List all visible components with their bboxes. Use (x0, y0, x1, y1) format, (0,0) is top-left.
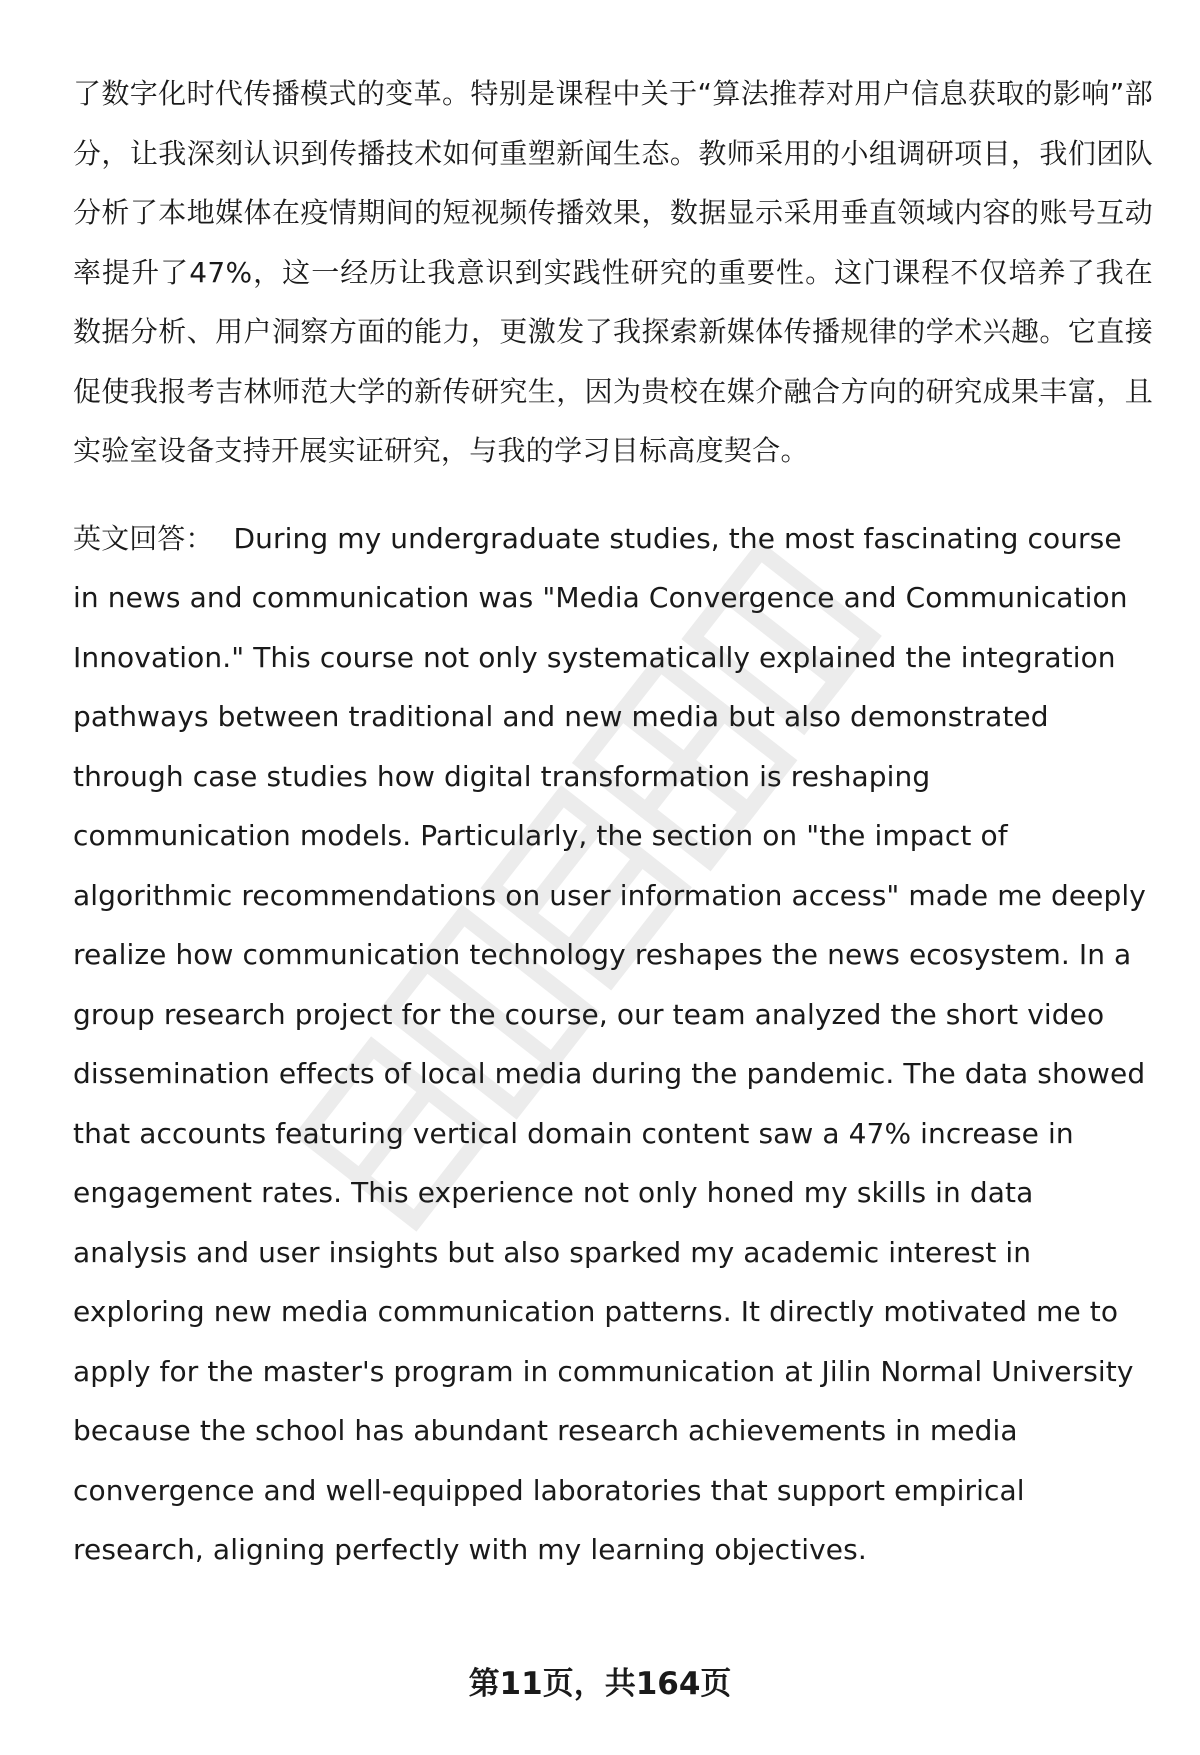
page-number-footer: 第11页，共164页 (468, 1666, 732, 1702)
english-answer-paragraph (73, 509, 1153, 1580)
english-answer-label: 英文回答： (73, 521, 214, 555)
chinese-answer-paragraph: 了数字化时代传播模式的变革。特别是课程中关于“算法推荐对用户信息获取的影响”部分，让我深刻认识到传播技术如何重塑新闻生态。教师采用的小组调研项目，我们团队分析了本地媒体在疫情期间的短视频传播效果，数据显示采用垂直领域内容的账号互动率提升了47%，这一经历让我意识到实践性研究的重要性。这门课程不仅培养了我在数据分析、用户洞察方面的能力，更激发了我探索新媒体传播规律的学术兴趣。它直接促使我报考吉林师范大学的新传研究生，因为贵校在媒介融合方向的研究成果丰富，且实验室设备支持开展实证研究，与我的学习目标高度契合。 (73, 77, 1153, 467)
english-answer-text: During my undergraduate studies, the most fascinating course in news and communication was "Media Convergence and Communication Innovation." This course not only systematically explained the integration pathways between traditional and new media but also demonstrated through case studies how digital transformation is reshaping communication models. Particularly, the section on "the impact of algorithmic recommendations on user information access" made me deeply realize how communication technology reshapes the news ecosystem. In a group research project for the course, our team analyzed the short video dissemination effects of local media during the pandemic. The data showed that accounts featuring vertical domain content saw a 47% increase in engagement rates. This experience not only honed my skills in data analysis and user insights but also sparked my academic interest in exploring new media communication patterns. It directly motivated me to apply for the master's program in communication at Jilin Normal University because the school has abundant research achievements in media convergence and well-equipped laboratories that support empirical research, aligning perfectly with my learning objectives. (73, 521, 1146, 1566)
document-body (73, 64, 1153, 1580)
